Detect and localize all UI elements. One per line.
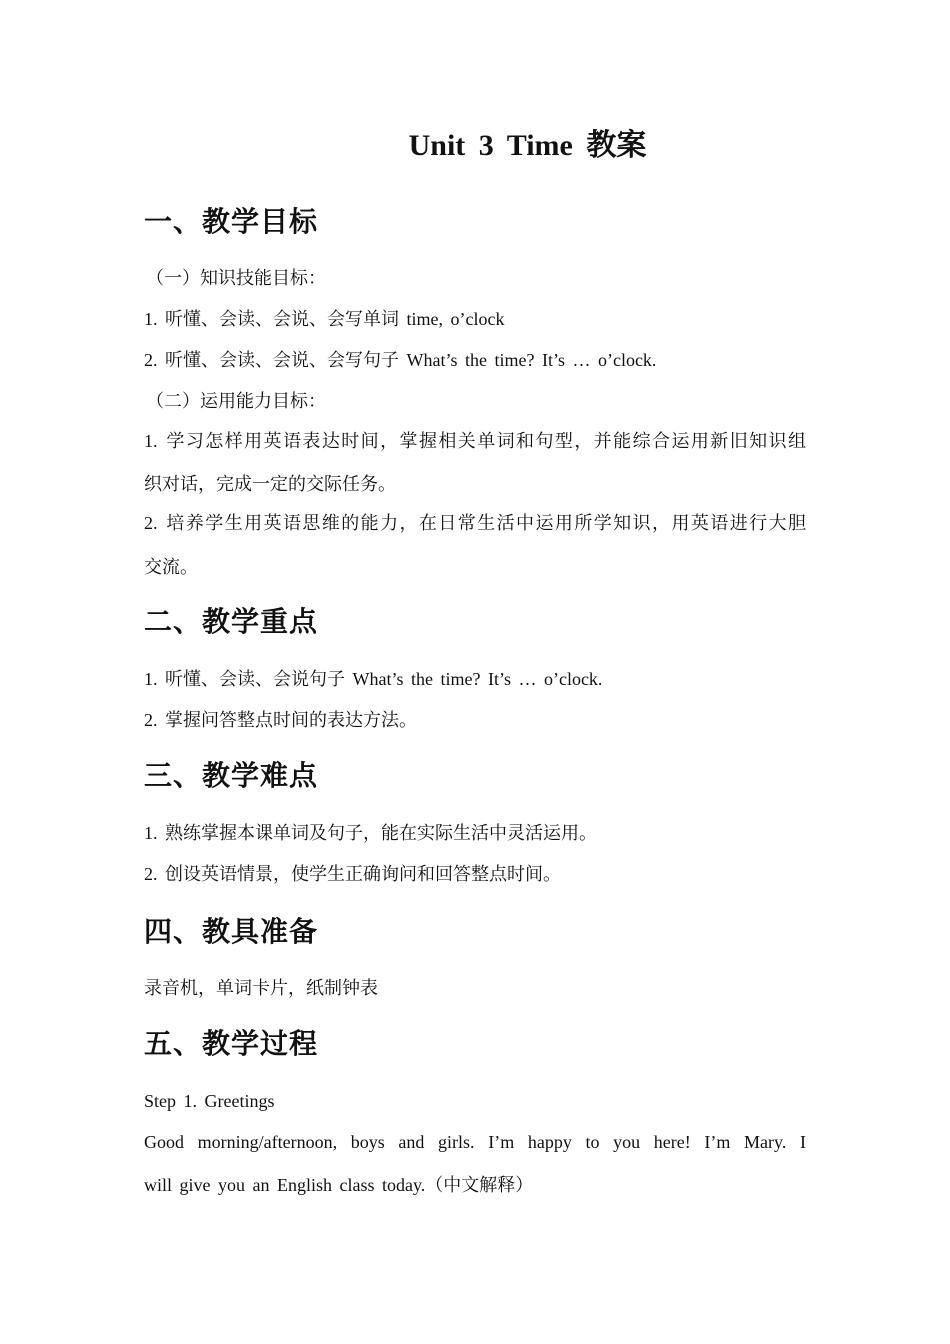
section-heading-materials: 四、教具准备 xyxy=(144,915,319,948)
paragraph-line: （一）知识技能目标： xyxy=(146,268,326,288)
document-title: Unit 3 Time 教案 xyxy=(408,129,647,162)
paragraph-line: 织对话，完成一定的交际任务。 xyxy=(144,474,396,494)
paragraph-line: 1. 熟练掌握本课单词及句子，能在实际生活中灵活运用。 xyxy=(144,823,597,843)
section-heading-procedure: 五、教学过程 xyxy=(144,1027,319,1060)
section-heading-difficulties: 三、教学难点 xyxy=(144,759,319,792)
paragraph-line: 2. 听懂、会读、会说、会写句子 What’s the time? It’s … o’clock. xyxy=(144,350,657,370)
paragraph-line: 1. 学习怎样用英语表达时间，掌握相关单词和句型，并能综合运用新旧知识组 xyxy=(144,431,806,451)
paragraph-line: 2. 掌握问答整点时间的表达方法。 xyxy=(144,710,417,730)
paragraph-line: 1. 听懂、会读、会说句子 What’s the time? It’s … o’clock. xyxy=(144,669,603,689)
paragraph-line: Good morning/afternoon, boys and girls. I’m happy to you here! I’m Mary. I xyxy=(144,1132,806,1152)
paragraph-line: 2. 创设英语情景，使学生正确询问和回答整点时间。 xyxy=(144,864,561,884)
paragraph-line: （二）运用能力目标： xyxy=(146,391,326,411)
paragraph-line: 2. 培养学生用英语思维的能力，在日常生活中运用所学知识，用英语进行大胆 xyxy=(144,513,806,533)
paragraph-line: 交流。 xyxy=(144,557,198,577)
section-heading-objectives: 一、教学目标 xyxy=(144,205,319,238)
section-heading-key-points: 二、教学重点 xyxy=(144,605,319,638)
paragraph-line: 1. 听懂、会读、会说、会写单词 time, o’clock xyxy=(144,309,505,329)
paragraph-line: will give you an English class today.（中文解释） xyxy=(144,1175,534,1195)
paragraph-line: Step 1. Greetings xyxy=(144,1091,275,1111)
paragraph-line: 录音机，单词卡片，纸制钟表 xyxy=(144,978,378,998)
